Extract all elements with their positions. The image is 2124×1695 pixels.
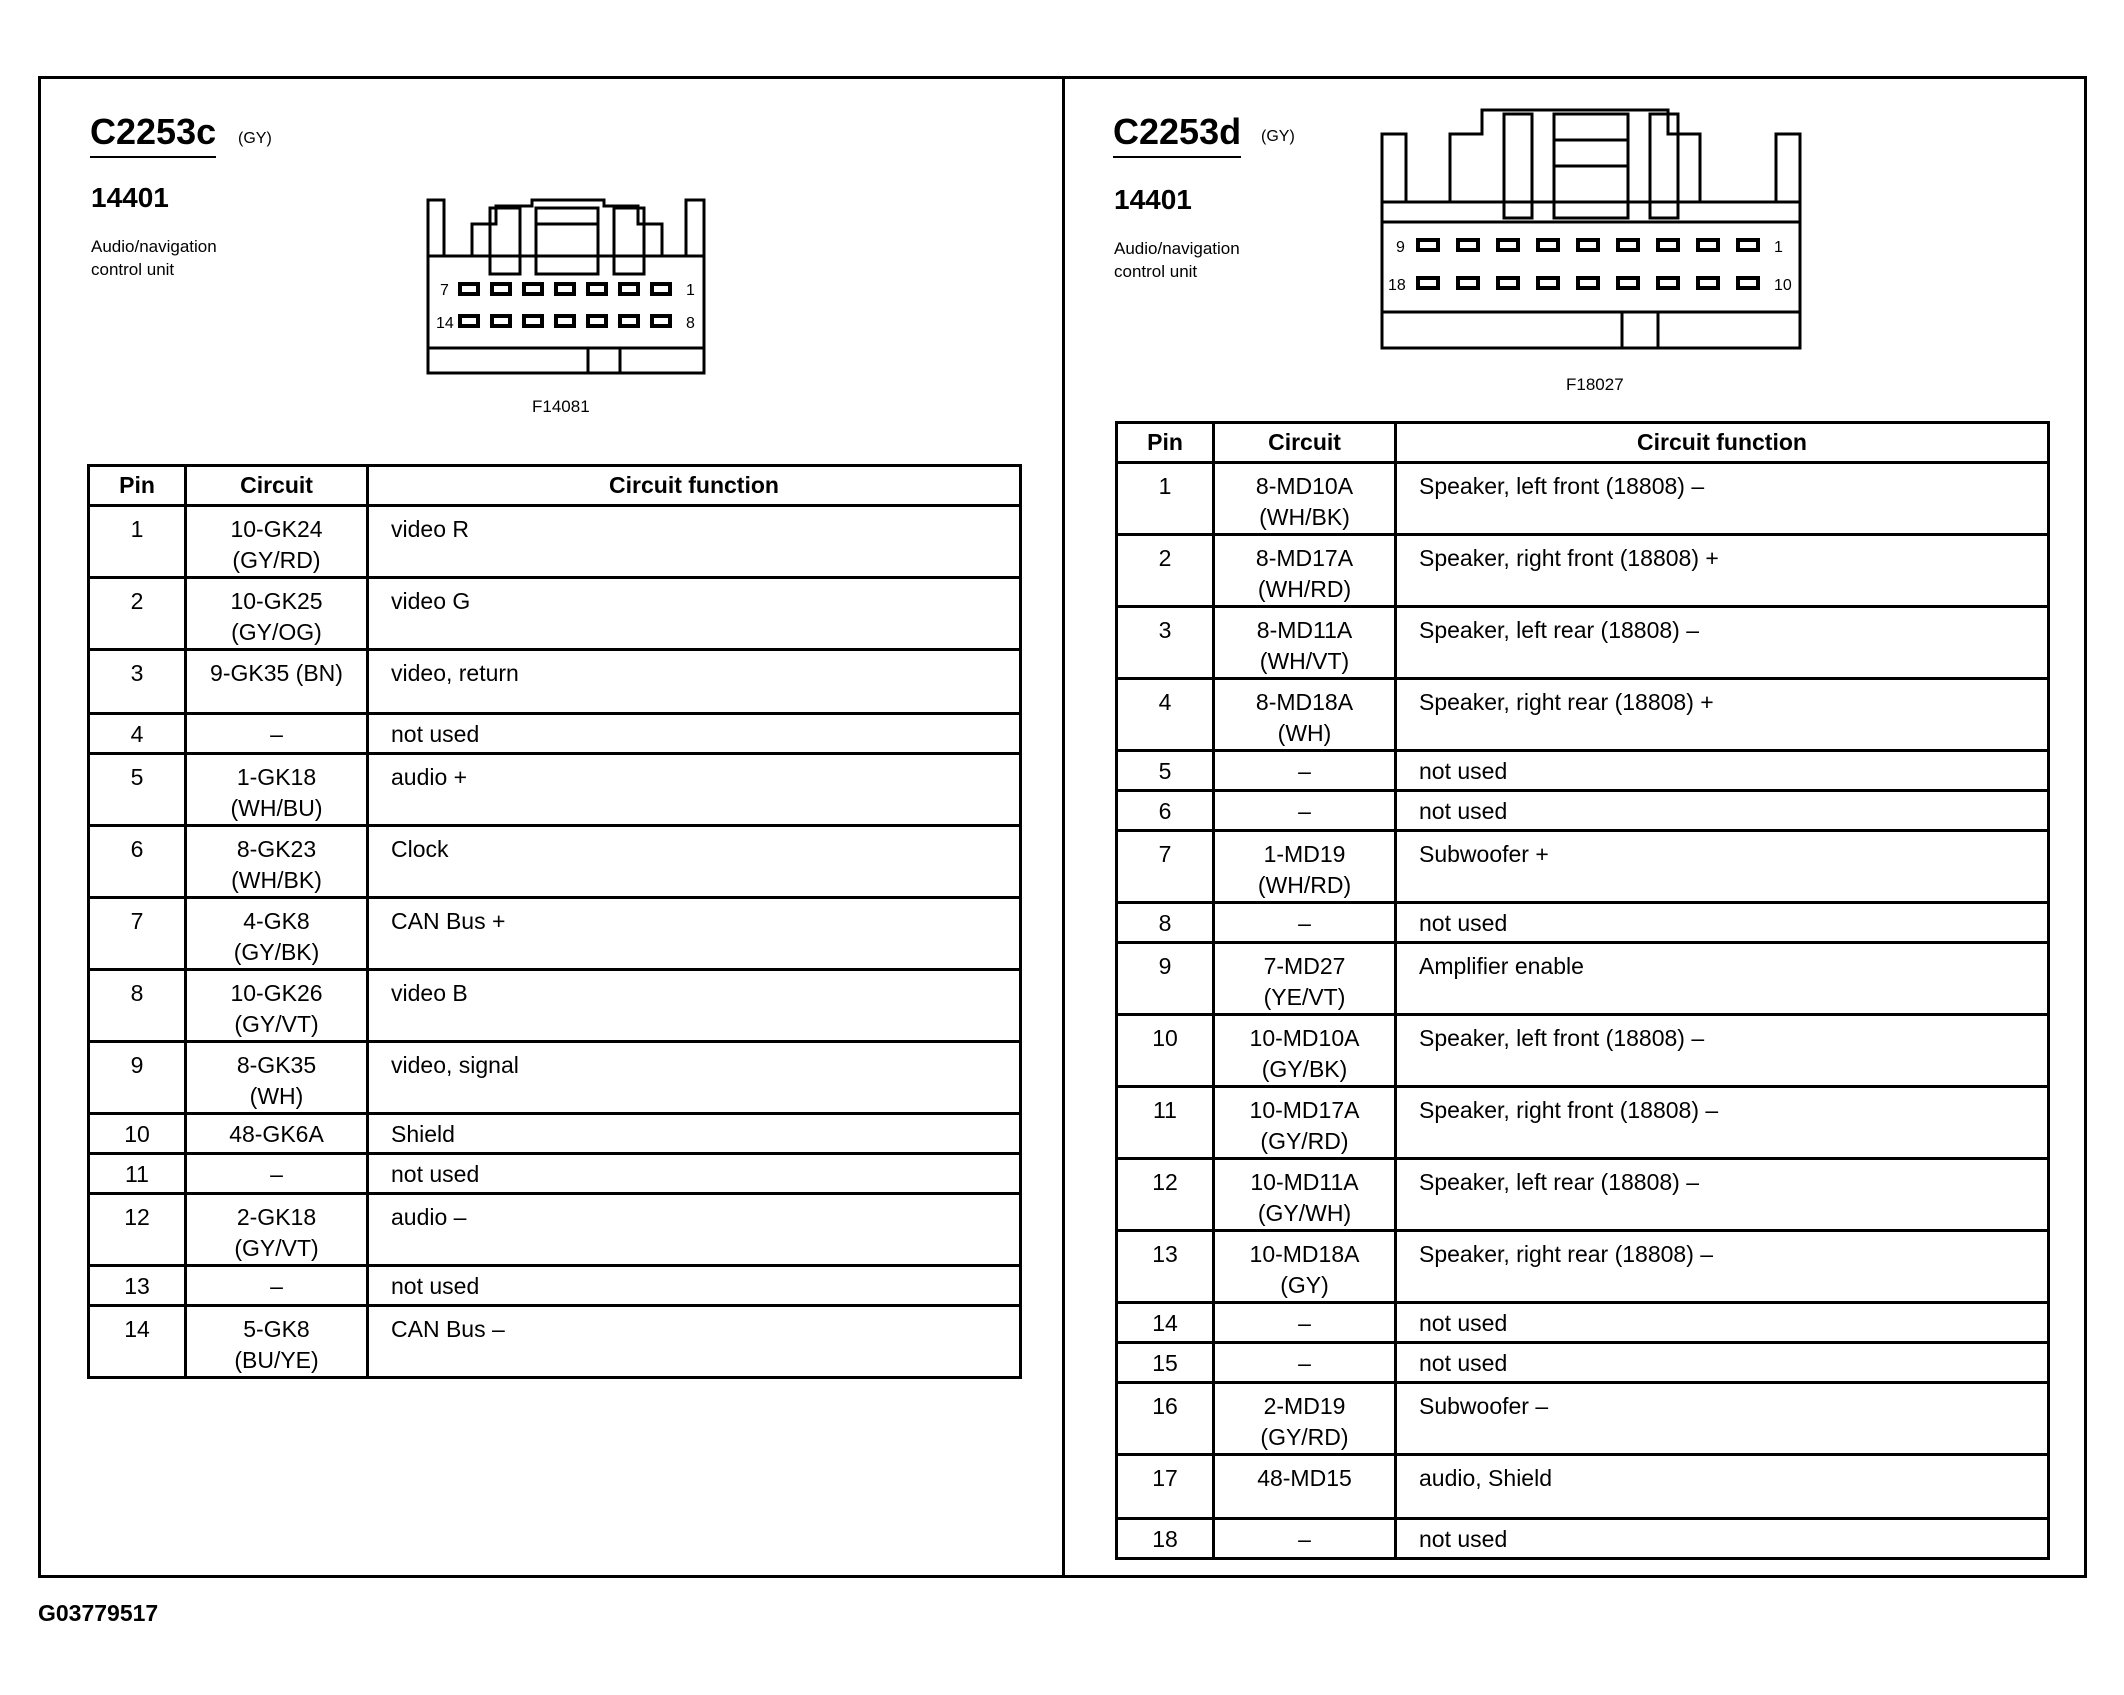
circuit-cell xyxy=(186,1266,368,1306)
table-row xyxy=(1117,751,2049,791)
wire-color: (WH) xyxy=(249,1083,304,1109)
wire-color: (WH/RD) xyxy=(1257,576,1352,602)
pin-label-1: 1 xyxy=(686,282,695,299)
function-cell: not used xyxy=(368,714,1021,754)
pin-cavities xyxy=(460,284,670,326)
wire-color: (BU/YE) xyxy=(234,1347,319,1373)
table-row xyxy=(1117,791,2049,831)
circuit-number: 48-MD15 xyxy=(1257,1465,1352,1491)
table-row xyxy=(1117,535,2049,607)
header-function: Circuit function xyxy=(1396,423,2049,463)
function-cell: Speaker, right front (18808) + xyxy=(1396,535,2049,607)
circuit-number: 8-GK23 xyxy=(236,836,317,862)
table-row xyxy=(1117,943,2049,1015)
function-cell: not used xyxy=(1396,751,2049,791)
table-row xyxy=(1117,903,2049,943)
table-row xyxy=(89,1266,1021,1306)
circuit-cell xyxy=(1214,463,1396,535)
wire-color: (GY/RD) xyxy=(1260,1128,1349,1154)
table-header-row xyxy=(89,466,1021,506)
circuit-number: – xyxy=(270,721,283,747)
pin-cell: 4 xyxy=(89,714,186,754)
circuit-cell xyxy=(1214,903,1396,943)
function-cell: Amplifier enable xyxy=(1396,943,2049,1015)
wire-color: (GY/WH) xyxy=(1257,1200,1352,1226)
circuit-cell xyxy=(186,1154,368,1194)
circuit-cell xyxy=(186,1114,368,1154)
wire-color: (WH/BK) xyxy=(1259,504,1350,530)
table-row xyxy=(1117,463,2049,535)
circuit-cell xyxy=(186,714,368,754)
circuit-cell xyxy=(186,650,368,714)
description-line-1: Audio/navigation xyxy=(91,237,217,256)
pin-cell: 4 xyxy=(1117,679,1214,751)
circuit-number: – xyxy=(270,1273,283,1299)
pin-label-18: 18 xyxy=(1388,277,1406,294)
circuit-number: 2-GK18 xyxy=(236,1204,317,1230)
table-row xyxy=(1117,679,2049,751)
pin-cell: 2 xyxy=(89,578,186,650)
pinout-table xyxy=(87,464,1022,1379)
component-description xyxy=(1114,237,1334,283)
circuit-cell xyxy=(186,970,368,1042)
circuit-number: 10-GK24 xyxy=(230,516,323,542)
function-cell: Speaker, left front (18808) – xyxy=(1396,463,2049,535)
pin-cell: 12 xyxy=(89,1194,186,1266)
pin-cell: 11 xyxy=(1117,1087,1214,1159)
wire-color: (GY/VT) xyxy=(234,1235,319,1261)
circuit-number: – xyxy=(1298,758,1311,784)
table-row xyxy=(89,754,1021,826)
pin-cell: 2 xyxy=(1117,535,1214,607)
circuit-cell xyxy=(1214,1231,1396,1303)
circuit-number: 10-MD11A xyxy=(1250,1169,1359,1195)
wire-color: (GY) xyxy=(1280,1272,1329,1298)
function-cell: Speaker, right rear (18808) + xyxy=(1396,679,2049,751)
table-row xyxy=(89,826,1021,898)
circuit-cell xyxy=(1214,1159,1396,1231)
header-pin: Pin xyxy=(1117,423,1214,463)
circuit-cell xyxy=(1214,535,1396,607)
header-circuit: Circuit xyxy=(1214,423,1396,463)
table-row xyxy=(89,898,1021,970)
table-row xyxy=(89,1306,1021,1378)
description-line-2: control unit xyxy=(1114,262,1198,281)
function-cell: video R xyxy=(368,506,1021,578)
figure-id: F18027 xyxy=(1566,375,1624,394)
wire-color: (GY/BK) xyxy=(233,939,320,965)
table-row xyxy=(89,650,1021,714)
circuit-cell xyxy=(186,898,368,970)
circuit-cell xyxy=(186,1194,368,1266)
circuit-cell xyxy=(186,1042,368,1114)
pin-cell: 8 xyxy=(89,970,186,1042)
circuit-number: – xyxy=(1298,1310,1311,1336)
pin-cell: 6 xyxy=(1117,791,1214,831)
circuit-cell xyxy=(1214,1383,1396,1455)
circuit-number: 48-GK6A xyxy=(229,1121,324,1147)
connector-color: (GY) xyxy=(238,130,272,147)
circuit-number: 2-MD19 xyxy=(1263,1393,1346,1419)
function-cell: Speaker, right front (18808) – xyxy=(1396,1087,2049,1159)
pin-cell: 11 xyxy=(89,1154,186,1194)
function-cell: video, signal xyxy=(368,1042,1021,1114)
wire-color: (WH/VT) xyxy=(1259,648,1350,674)
table-row xyxy=(1117,831,2049,903)
circuit-number: 1-GK18 xyxy=(236,764,317,790)
pin-label-14: 14 xyxy=(436,315,454,332)
circuit-cell xyxy=(1214,1015,1396,1087)
connector-id: C2253d xyxy=(1113,112,1241,158)
circuit-number: – xyxy=(270,1161,283,1187)
pin-cell: 12 xyxy=(1117,1159,1214,1231)
pin-label-10: 10 xyxy=(1774,277,1792,294)
wire-color: (WH/BK) xyxy=(231,867,322,893)
figure-code: G03779517 xyxy=(38,1600,159,1626)
circuit-number: 8-MD11A xyxy=(1256,617,1353,643)
circuit-cell xyxy=(186,826,368,898)
circuit-number: 8-MD10A xyxy=(1255,473,1354,499)
table-row xyxy=(1117,1455,2049,1519)
pin-label-8: 8 xyxy=(686,315,695,332)
pin-cell: 5 xyxy=(89,754,186,826)
pin-label-7: 7 xyxy=(440,282,449,299)
header-circuit: Circuit xyxy=(186,466,368,506)
circuit-number: 8-MD18A xyxy=(1255,689,1354,715)
circuit-cell xyxy=(186,506,368,578)
circuit-number: 8-GK35 xyxy=(236,1052,317,1078)
circuit-number: – xyxy=(1298,910,1311,936)
circuit-number: 9-GK35 (BN) xyxy=(210,660,343,686)
circuit-cell xyxy=(1214,1343,1396,1383)
circuit-number: 1-MD19 xyxy=(1263,841,1346,867)
circuit-cell xyxy=(1214,791,1396,831)
function-cell: Speaker, left rear (18808) – xyxy=(1396,607,2049,679)
table-row xyxy=(1117,1087,2049,1159)
function-cell: not used xyxy=(368,1154,1021,1194)
pin-cell: 9 xyxy=(89,1042,186,1114)
pin-label-1: 1 xyxy=(1774,239,1783,256)
wire-color: (WH/BU) xyxy=(230,795,323,821)
function-cell: Shield xyxy=(368,1114,1021,1154)
circuit-number: 5-GK8 xyxy=(243,1316,310,1342)
panel-divider xyxy=(1062,76,1065,1578)
circuit-cell xyxy=(1214,1455,1396,1519)
table-row xyxy=(1117,1519,2049,1559)
pin-cell: 9 xyxy=(1117,943,1214,1015)
circuit-cell xyxy=(1214,1519,1396,1559)
wire-color: (YE/VT) xyxy=(1263,984,1346,1010)
circuit-cell xyxy=(1214,943,1396,1015)
function-cell: video G xyxy=(368,578,1021,650)
connector-color: (GY) xyxy=(1261,128,1295,145)
wire-color: (GY/OG) xyxy=(231,619,322,645)
function-cell: audio – xyxy=(368,1194,1021,1266)
pin-cell: 10 xyxy=(89,1114,186,1154)
circuit-number: 7-MD27 xyxy=(1263,953,1346,979)
description-line-1: Audio/navigation xyxy=(1114,239,1240,258)
function-cell: not used xyxy=(1396,1303,2049,1343)
table-row xyxy=(1117,1231,2049,1303)
table-row xyxy=(1117,1383,2049,1455)
circuit-number: 10-GK26 xyxy=(230,980,323,1006)
pin-cell: 5 xyxy=(1117,751,1214,791)
pin-cell: 18 xyxy=(1117,1519,1214,1559)
circuit-number: – xyxy=(1298,1350,1311,1376)
circuit-cell xyxy=(1214,1087,1396,1159)
circuit-number: 10-MD18A xyxy=(1249,1241,1360,1267)
pinout-table xyxy=(1115,421,2050,1560)
connector-c2253c-diagram xyxy=(424,196,710,378)
circuit-number: – xyxy=(1298,798,1311,824)
pin-cell: 16 xyxy=(1117,1383,1214,1455)
table-row xyxy=(89,1114,1021,1154)
table-row xyxy=(1117,1343,2049,1383)
header-pin: Pin xyxy=(89,466,186,506)
function-cell: CAN Bus + xyxy=(368,898,1021,970)
table-row xyxy=(1117,1159,2049,1231)
circuit-cell xyxy=(1214,1303,1396,1343)
function-cell: not used xyxy=(1396,1343,2049,1383)
table-header-row xyxy=(1117,423,2049,463)
function-cell: Speaker, left rear (18808) – xyxy=(1396,1159,2049,1231)
wire-color: (GY/BK) xyxy=(1261,1056,1348,1082)
pin-cell: 13 xyxy=(89,1266,186,1306)
wire-color: (GY/VT) xyxy=(234,1011,319,1037)
wire-color: (GY/RD) xyxy=(1260,1424,1349,1450)
circuit-number: 10-MD17A xyxy=(1249,1097,1360,1123)
function-cell: Speaker, right rear (18808) – xyxy=(1396,1231,2049,1303)
table-row xyxy=(89,1154,1021,1194)
pin-cell: 13 xyxy=(1117,1231,1214,1303)
table-row xyxy=(89,970,1021,1042)
function-cell: not used xyxy=(1396,1519,2049,1559)
table-row xyxy=(89,714,1021,754)
function-cell: audio, Shield xyxy=(1396,1455,2049,1519)
table-row xyxy=(89,1194,1021,1266)
pin-cell: 17 xyxy=(1117,1455,1214,1519)
function-cell: Clock xyxy=(368,826,1021,898)
circuit-number: 8-MD17A xyxy=(1255,545,1354,571)
function-cell: not used xyxy=(1396,903,2049,943)
connector-id: C2253c xyxy=(90,112,216,158)
pin-cell: 14 xyxy=(1117,1303,1214,1343)
table-row xyxy=(89,506,1021,578)
function-cell: audio + xyxy=(368,754,1021,826)
circuit-cell xyxy=(1214,679,1396,751)
table-row xyxy=(1117,1015,2049,1087)
pin-cell: 14 xyxy=(89,1306,186,1378)
circuit-number: – xyxy=(1298,1526,1311,1552)
pin-cell: 8 xyxy=(1117,903,1214,943)
component-description xyxy=(91,235,311,281)
wire-color: (WH/RD) xyxy=(1257,872,1352,898)
table-row xyxy=(89,578,1021,650)
circuit-cell xyxy=(1214,831,1396,903)
circuit-cell xyxy=(186,754,368,826)
pin-cell: 6 xyxy=(89,826,186,898)
pin-cell: 7 xyxy=(89,898,186,970)
function-cell: video B xyxy=(368,970,1021,1042)
description-line-2: control unit xyxy=(91,260,175,279)
pin-cavities xyxy=(1418,240,1758,288)
circuit-number: 10-GK25 xyxy=(230,588,323,614)
figure-id: F14081 xyxy=(532,397,590,416)
wire-color: (WH) xyxy=(1277,720,1332,746)
function-cell: video, return xyxy=(368,650,1021,714)
pin-cell: 10 xyxy=(1117,1015,1214,1087)
pin-cell: 3 xyxy=(89,650,186,714)
circuit-number: 10-MD10A xyxy=(1249,1025,1360,1051)
pin-cell: 3 xyxy=(1117,607,1214,679)
function-cell: not used xyxy=(1396,791,2049,831)
circuit-cell xyxy=(1214,751,1396,791)
connector-c2253d-diagram xyxy=(1378,106,1806,352)
pin-cell: 1 xyxy=(89,506,186,578)
part-number: 14401 xyxy=(91,182,169,213)
table-row xyxy=(1117,607,2049,679)
circuit-cell xyxy=(1214,607,1396,679)
latch-center xyxy=(536,208,598,274)
pin-cell: 1 xyxy=(1117,463,1214,535)
function-cell: CAN Bus – xyxy=(368,1306,1021,1378)
pin-cell: 15 xyxy=(1117,1343,1214,1383)
function-cell: Speaker, left front (18808) – xyxy=(1396,1015,2049,1087)
circuit-number: 4-GK8 xyxy=(243,908,310,934)
part-number: 14401 xyxy=(1114,184,1192,215)
pin-label-9: 9 xyxy=(1396,239,1405,256)
circuit-cell xyxy=(186,578,368,650)
wire-color: (GY/RD) xyxy=(232,547,321,573)
function-cell: Subwoofer + xyxy=(1396,831,2049,903)
header-function: Circuit function xyxy=(368,466,1021,506)
pin-cell: 7 xyxy=(1117,831,1214,903)
circuit-cell xyxy=(186,1306,368,1378)
table-row xyxy=(89,1042,1021,1114)
table-row xyxy=(1117,1303,2049,1343)
function-cell: Subwoofer – xyxy=(1396,1383,2049,1455)
function-cell: not used xyxy=(368,1266,1021,1306)
